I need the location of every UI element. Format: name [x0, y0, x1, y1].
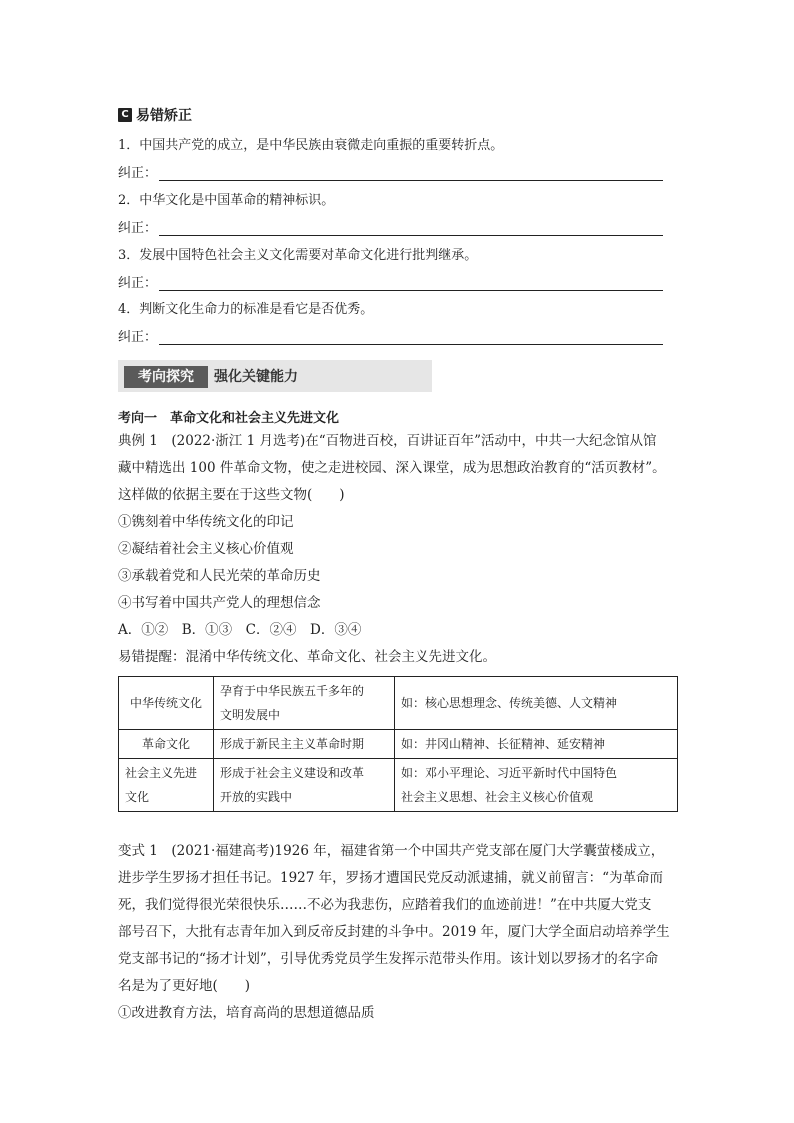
table-row: [119, 759, 678, 812]
cell-line: 文明发展中: [220, 708, 281, 722]
table-row: [119, 677, 678, 730]
section-title: 易错矫正: [136, 108, 192, 124]
cell-line: 如：邓小平理论、习近平新时代中国特色: [401, 766, 618, 780]
option-1: ①镌刻着中华传统文化的印记: [118, 514, 294, 530]
section-badge-icon: C: [118, 108, 132, 122]
section-banner: [118, 360, 432, 392]
section-heading: [118, 105, 192, 125]
error-hint: 易错提醒：混淆中华传统文化、革命文化、社会主义先进文化。: [118, 649, 496, 665]
question-line: 名是为了更好地( ): [118, 978, 251, 994]
question-line: 变式 1 (2021·福建高考)1926 年，福建省第一个中国共产党支部在厦门大学囊萤楼成立，: [118, 843, 665, 859]
table-cell: [214, 759, 395, 812]
fix-row-2: [118, 217, 663, 236]
cell-line: 孕育于中华民族五千多年的: [220, 684, 365, 698]
fix-label: 纠正：: [118, 330, 158, 345]
cell-line: 文化: [125, 790, 150, 804]
example-question: [118, 428, 678, 671]
fix-row-3: [118, 272, 663, 291]
option-3: ③承载着党和人民光荣的革命历史: [118, 568, 321, 584]
error-statement-3: 3．发展中国特色社会主义文化需要对革命文化进行批判继承。: [118, 248, 478, 263]
question-line: 部号召下，大批有志青年加入到反帝反封建的斗争中。2019 年，厦门大学全面启动培养学生: [118, 924, 670, 940]
topic-heading: 考向一 革命文化和社会主义先进文化: [118, 411, 340, 426]
table-cell: [119, 759, 214, 812]
banner-tag: 考向探究: [124, 366, 208, 388]
fix-row-1: [118, 162, 663, 181]
cell-line: 形成于社会主义建设和改革: [220, 766, 365, 780]
cell-line: 开放的实践中: [220, 790, 293, 804]
variant-question: [118, 838, 688, 1027]
question-line: 藏中精选出 100 件革命文物，使之走进校园、深入课堂，成为思想政治教育的“活页教材”。: [118, 460, 666, 476]
banner-text: 强化关键能力: [214, 369, 298, 385]
comparison-table: [118, 676, 678, 812]
fix-answer-line[interactable]: [159, 330, 663, 345]
fix-answer-line[interactable]: [159, 166, 663, 181]
fix-answer-line[interactable]: [159, 221, 663, 236]
question-line: 典例 1 (2022·浙江 1 月选考)在“百物进百校，百讲证百年”活动中，中共一大纪念馆从馆: [118, 433, 657, 449]
option-2: ②凝结着社会主义核心价值观: [118, 541, 294, 557]
fix-answer-line[interactable]: [159, 276, 663, 291]
table-row: [119, 730, 678, 759]
table-cell: [395, 759, 678, 812]
table-cell: 如：井冈山精神、长征精神、延安精神: [395, 730, 678, 759]
answer-choices: A．①② B．①③ C．②④ D．③④: [118, 622, 362, 638]
option-4: ④书写着中国共产党人的理想信念: [118, 595, 321, 611]
cell-line: 社会主义思想、社会主义核心价值观: [401, 790, 594, 804]
table-cell: 如：核心思想理念、传统美德、人文精神: [395, 677, 678, 730]
cell-line: 社会主义先进: [125, 766, 198, 780]
table-cell: 革命文化: [119, 730, 214, 759]
question-line: 这样做的依据主要在于这些文物( ): [118, 487, 345, 503]
fix-label: 纠正：: [118, 221, 158, 236]
question-line: 死，我们觉得很光荣很快乐……不必为我悲伤，应踏着我们的血迹前进！”在中共厦大党支: [118, 897, 652, 913]
question-line: 党支部书记的“扬才计划”，引导优秀党员学生发挥示范带头作用。该计划以罗扬才的名字命: [118, 951, 659, 967]
table-cell: 中华传统文化: [119, 677, 214, 730]
error-statement-2: 2．中华文化是中国革命的精神标识。: [118, 193, 335, 208]
option-1: ①改进教育方法，培育高尚的思想道德品质: [118, 1005, 375, 1021]
error-statement-1: 1．中国共产党的成立，是中华民族由衰微走向重振的重要转折点。: [118, 138, 504, 153]
fix-label: 纠正：: [118, 166, 158, 181]
fix-label: 纠正：: [118, 276, 158, 291]
table-cell: [214, 677, 395, 730]
fix-row-4: [118, 326, 663, 345]
error-statement-4: 4．判断文化生命力的标准是看它是否优秀。: [118, 302, 374, 317]
table-cell: 形成于新民主主义革命时期: [214, 730, 395, 759]
question-line: 进步学生罗扬才担任书记。1927 年，罗扬才遭国民党反动派逮捕，就义前留言：“为革命而: [118, 870, 664, 886]
